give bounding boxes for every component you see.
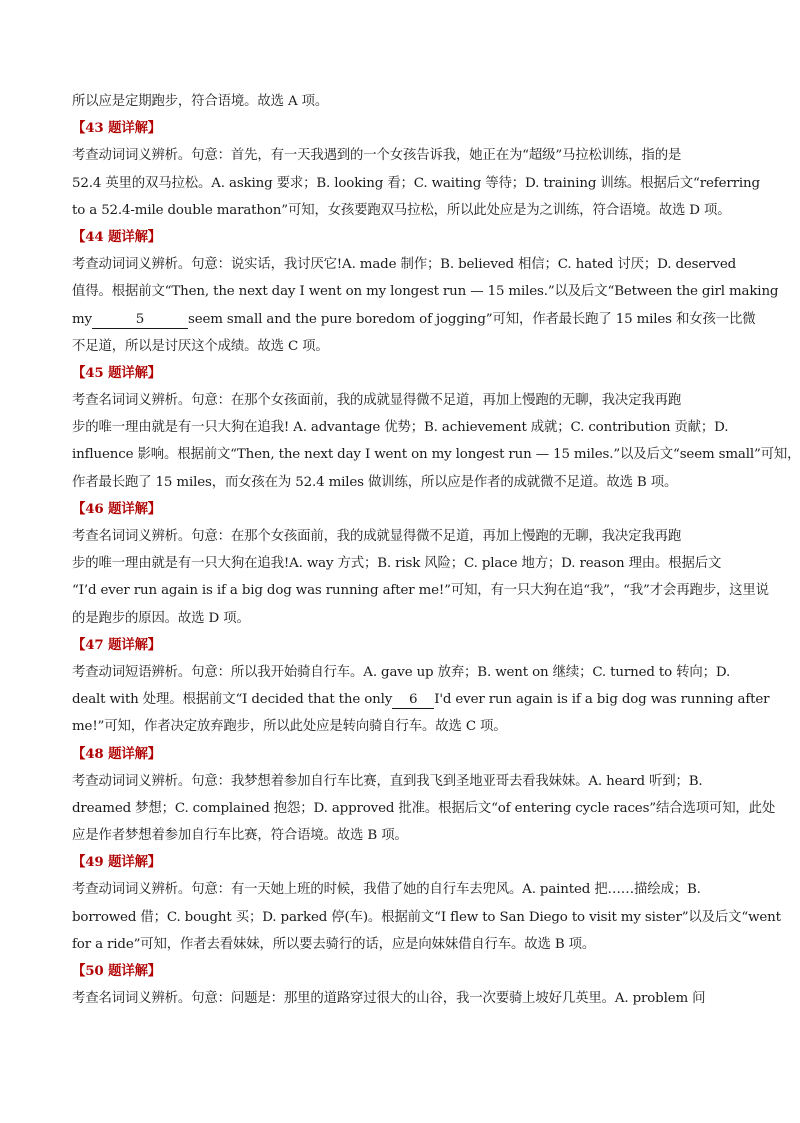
text-line: 步的唯一理由就是有一只大狗在追我!A. way 方式；B. risk 风险；C. place 地方；D. reason 理由。根据后文: [72, 556, 722, 572]
text-line: [72, 306, 756, 333]
text-line: borrowed 借；C. bought 买；D. parked 停(车)。根据前文“I flew to San Diego to visit my sister”以及后文“went: [72, 909, 781, 925]
text-line: 考查动词词义辨析。句意：有一天她上班的时候，我借了她的自行车去兜风。A. painted 把……描绘成；B.: [72, 882, 701, 898]
text-line: me!”可知，作者决定放弃跑步，所以此处应是转向骑自行车。故选 C 项。: [72, 719, 507, 735]
text-line: 考查动词词义辨析。句意：首先，有一天我遇到的一个女孩告诉我，她正在为“超级”马拉松训练，指的是: [72, 148, 682, 164]
text-line: influence 影响。根据前文“Then, the next day I went on my longest run — 15 miles.”以及后文“seem small”可知，: [72, 447, 800, 463]
fill-in-blank: 6: [392, 692, 434, 709]
text-line: 考查动词词义辨析。句意：说实话，我讨厌它!A. made 制作；B. believed 相信；C. hated 讨厌；D. deserved: [72, 257, 737, 273]
question-heading: 【49 题详解】: [72, 854, 162, 871]
line-text-after-blank: I'd ever run again is if a big dog was running after: [434, 692, 770, 708]
text-line: for a ride”可知，作者去看妹妹，所以要去骑行的话，应是向妹妹借自行车。故选 B 项。: [72, 936, 596, 952]
text-line: 值得。根据前文“Then, the next day I went on my longest run — 15 miles.”以及后文“Between the girl making: [72, 284, 779, 300]
fill-in-blank: 5: [92, 312, 188, 329]
line-text-after-blank: seem small and the pure boredom of jogging”可知，作者最长跑了 15 miles 和女孩一比微: [187, 311, 756, 327]
text-line: 不足道，所以是讨厌这个成绩。故选 C 项。: [72, 338, 329, 354]
text-line: 所以应是定期跑步，符合语境。故选 A 项。: [72, 94, 329, 109]
question-heading: 【45 题详解】: [72, 364, 162, 381]
text-line: to a 52.4-mile double marathon”可知，女孩要跑双马拉松，所以此处应是为之训练，符合语境。故选 D 项。: [72, 202, 731, 218]
question-heading: 【47 题详解】: [72, 636, 162, 653]
text-line: 考查名词词义辨析。句意：在那个女孩面前，我的成就显得微不足道，再加上慢跑的无聊，我决定我再跑: [72, 393, 682, 409]
text-line: dreamed 梦想；C. complained 抱怨；D. approved 批准。根据后文“of entering cycle races”结合选项可知，此处: [72, 800, 776, 816]
question-heading: 【48 题详解】: [72, 745, 162, 762]
text-line: 应是作者梦想着参加自行车比赛，符合语境。故选 B 项。: [72, 828, 408, 844]
text-line: 考查动词短语辨析。句意：所以我开始骑自行车。A. gave up 放弃；B. went on 继续；C. turned to 转向；D.: [72, 664, 731, 680]
text-line: 的是跑步的原因。故选 D 项。: [72, 610, 250, 626]
text-line: 考查动词词义辨析。句意：我梦想着参加自行车比赛，直到我飞到圣地亚哥去看我妹妹。A. heard 听到；B.: [72, 773, 703, 789]
question-heading: 【46 题详解】: [72, 500, 162, 517]
text-line: 52.4 英里的双马拉松。A. asking 要求；B. looking 看；C. waiting 等待；D. training 训练。根据后文“referring: [72, 175, 760, 191]
line-text-before-blank: my: [72, 311, 92, 327]
text-line: “I’d ever run again is if a big dog was running after me!”可知，有一只大狗在追“我”，“我”才会再跑步，这里说: [72, 583, 769, 599]
question-heading: 【43 题详解】: [72, 120, 162, 137]
text-line: 考查名词词义辨析。句意：问题是：那里的道路穿过很大的山谷，我一次要骑上坡好几英里。A. problem 问: [72, 991, 706, 1007]
text-line: [72, 686, 770, 713]
question-heading: 【44 题详解】: [72, 228, 162, 245]
line-text-before-blank: dealt with 处理。根据前文“I decided that the only: [72, 692, 393, 708]
text-line: 考查名词词义辨析。句意：在那个女孩面前，我的成就显得微不足道，再加上慢跑的无聊，我决定我再跑: [72, 529, 682, 544]
document-page: [72, 88, 800, 1012]
text-line: 作者最长跑了 15 miles，而女孩在为 52.4 miles 做训练，所以应是作者的成就微不足道。故选 B 项。: [72, 474, 678, 490]
question-heading: 【50 题详解】: [72, 963, 162, 979]
text-line: 步的唯一理由就是有一只大狗在追我! A. advantage 优势；B. achievement 成就；C. contribution 贡献；D.: [72, 420, 729, 436]
